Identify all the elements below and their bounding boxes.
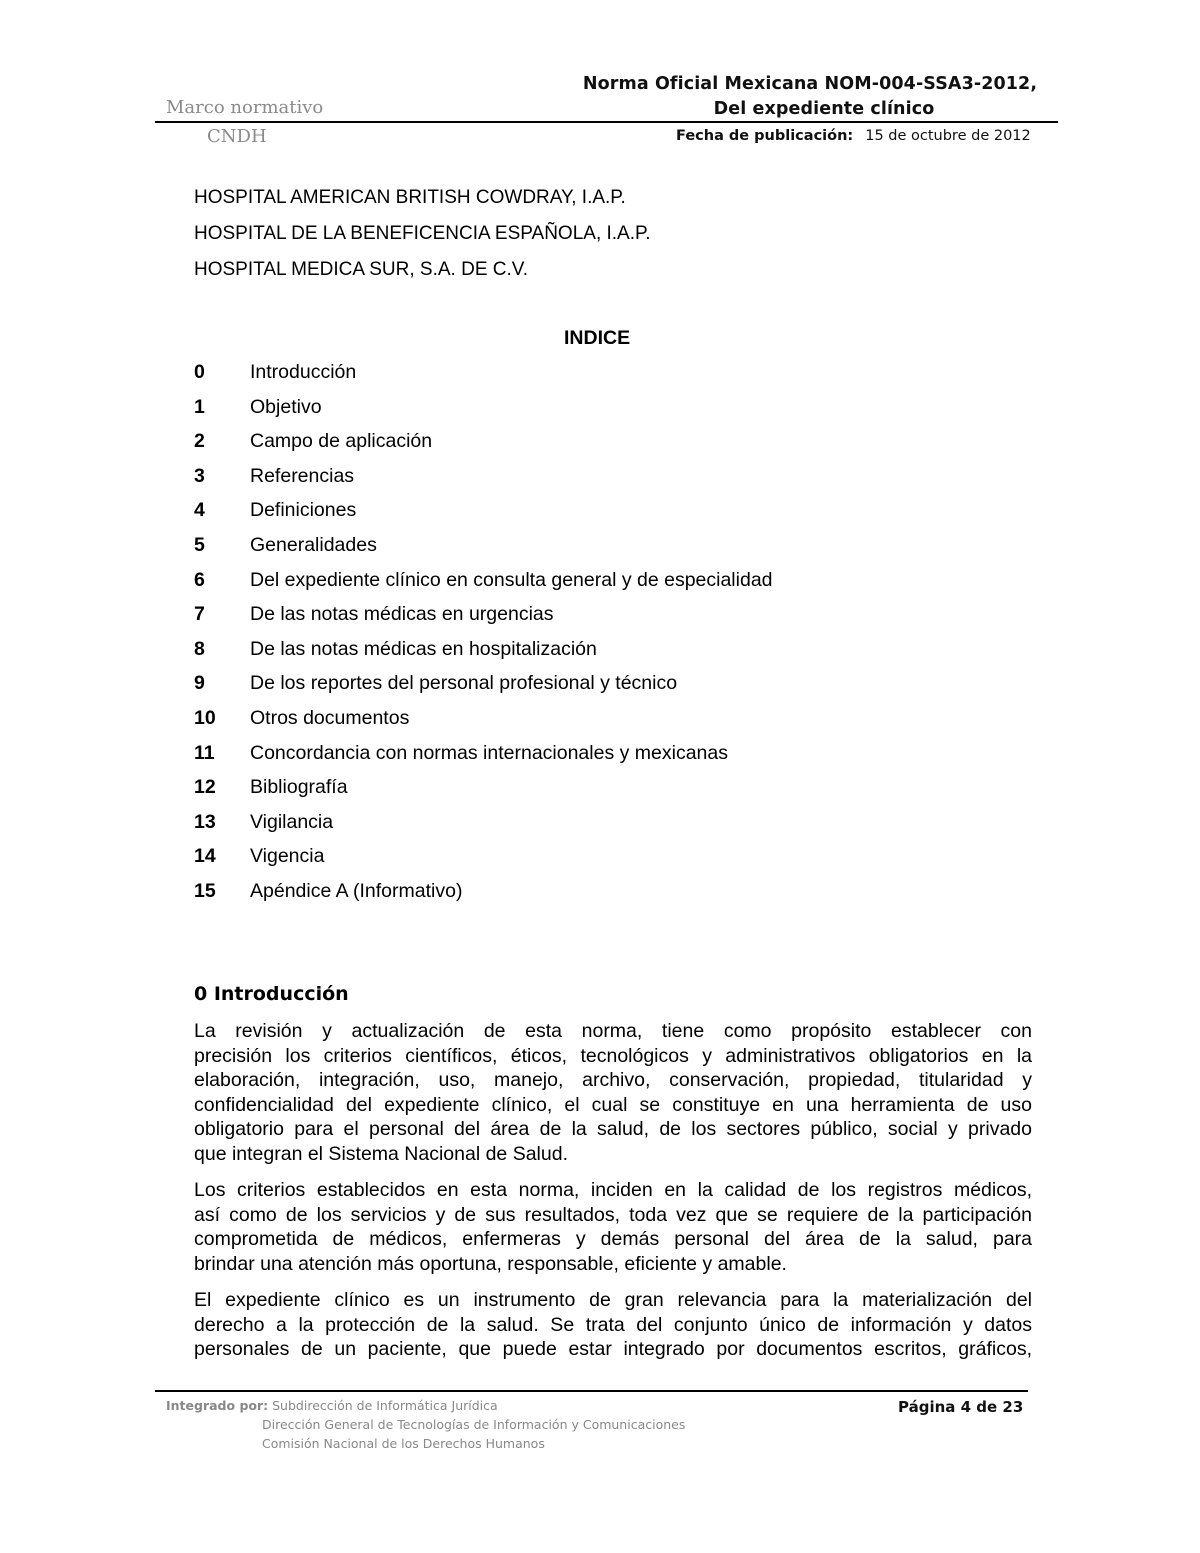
hospital-line: HOSPITAL MEDICA SUR, S.A. DE C.V.: [194, 259, 528, 280]
toc-number: 2: [194, 430, 205, 453]
paragraph-line: derecho a la protección de la salud. Se trata del conjunto único de información y datos: [194, 1313, 1032, 1336]
toc-number: 0: [194, 361, 205, 383]
paragraph: [194, 1178, 1032, 1276]
toc-number: 1: [194, 395, 205, 418]
toc-item: [194, 499, 773, 534]
header-org-label: CNDH: [207, 126, 267, 147]
paragraph: [194, 1019, 1032, 1167]
footer-divider: [155, 1390, 1028, 1392]
hospital-line: HOSPITAL DE LA BENEFICENCIA ESPAÑOLA, I.A.P.: [194, 223, 651, 244]
table-of-contents: [194, 361, 773, 915]
paragraph-line: confidencialidad del expediente clínico, el cual se constituye en una herramienta de uso: [194, 1093, 1032, 1116]
footer-line2: Dirección General de Tecnologías de Información y Comunicaciones: [262, 1417, 686, 1432]
paragraph: [194, 1288, 1032, 1362]
toc-label: Bibliografía: [250, 776, 348, 799]
paragraph-line: que integran el Sistema Nacional de Salud.: [194, 1142, 568, 1165]
section-heading: 0 Introducción: [194, 983, 349, 1005]
paragraph-line: obligatorio para el personal del área de la salud, de los sectores público, social y privado: [194, 1118, 1032, 1141]
toc-number: 13: [194, 810, 216, 833]
date-label: Fecha de publicación:: [676, 128, 854, 144]
header-divider: [155, 121, 1058, 123]
footer-line1: [166, 1398, 498, 1413]
paragraph-line: brindar una atención más oportuna, responsable, eficiente y amable.: [194, 1252, 787, 1275]
toc-label: Definiciones: [250, 499, 357, 522]
toc-item: [194, 638, 773, 673]
hospital-line: HOSPITAL AMERICAN BRITISH COWDRAY, I.A.P.: [194, 187, 626, 208]
toc-number: 3: [194, 464, 205, 487]
paragraph-line: Los criterios establecidos en esta norma, inciden en la calidad de los registros médicos,: [194, 1179, 1032, 1201]
toc-item: [194, 430, 773, 465]
toc-number: 12: [194, 776, 216, 799]
toc-label: Referencias: [250, 464, 355, 487]
toc-item: [194, 534, 773, 569]
toc-label: Generalidades: [250, 533, 377, 556]
toc-item: [194, 603, 773, 638]
toc-item: [194, 569, 773, 604]
footer-line3: Comisión Nacional de los Derechos Humanos: [262, 1436, 545, 1451]
toc-item: [194, 707, 773, 742]
toc-label: Objetivo: [250, 395, 322, 418]
toc-item: [194, 811, 773, 846]
paragraph-line: El expediente clínico es un instrumento de gran relevancia para la materialización del: [194, 1289, 1032, 1311]
toc-number: 11: [194, 741, 215, 764]
header-title-line2: Del expediente clínico: [713, 99, 935, 119]
toc-item: [194, 742, 773, 777]
toc-number: 14: [194, 845, 216, 868]
toc-number: 9: [194, 672, 205, 695]
toc-item: [194, 776, 773, 811]
paragraph-line: elaboración, integración, uso, manejo, archivo, conservación, propiedad, titularidad y: [194, 1069, 1032, 1092]
toc-number: 4: [194, 499, 205, 522]
header-left-label: Marco normativo: [166, 97, 324, 118]
toc-label: Otros documentos: [250, 706, 410, 729]
toc-item: [194, 396, 773, 431]
toc-number: 6: [194, 568, 205, 591]
toc-label: Campo de aplicación: [250, 430, 433, 453]
toc-label: De los reportes del personal profesional y técnico: [250, 672, 678, 695]
date-value: 15 de octubre de 2012: [865, 128, 1031, 144]
toc-number: 10: [194, 706, 216, 729]
toc-item: [194, 880, 773, 915]
header-title-line1: Norma Oficial Mexicana NOM-004-SSA3-2012,: [582, 74, 1038, 94]
toc-number: 5: [194, 533, 205, 556]
toc-label: Vigencia: [250, 845, 325, 868]
toc-number: 7: [194, 603, 205, 626]
toc-label: Del expediente clínico en consulta general y de especialidad: [250, 568, 773, 591]
paragraph-line: La revisión y actualización de esta norma, tiene como propósito establecer con: [194, 1020, 1032, 1042]
paragraph-line: personales de un paciente, que puede estar integrado por documentos escritos, gráficos,: [194, 1338, 1032, 1361]
header-publication-date: [676, 128, 1031, 144]
toc-label: Vigilancia: [250, 810, 334, 833]
toc-item: [194, 361, 773, 396]
toc-label: Introducción: [250, 361, 357, 383]
toc-item: [194, 465, 773, 500]
toc-item: [194, 845, 773, 880]
toc-item: [194, 672, 773, 707]
toc-number: 8: [194, 637, 205, 660]
toc-label: De las notas médicas en urgencias: [250, 603, 554, 626]
toc-number: 15: [194, 879, 216, 902]
paragraph-line: así como de los servicios y de sus resultados, toda vez que se requiere de la participación: [194, 1203, 1032, 1226]
toc-label: Apéndice A (Informativo): [250, 879, 463, 902]
page-number: Página 4 de 23: [898, 1398, 1024, 1416]
toc-label: De las notas médicas en hospitalización: [250, 637, 597, 660]
paragraph-line: comprometida de médicos, enfermeras y demás personal del área de la salud, para: [194, 1228, 1032, 1251]
footer-integrated-label: Integrado por:: [166, 1398, 269, 1413]
paragraph-line: precisión los criterios científicos, éticos, tecnológicos y administrativos obligatorios en la: [194, 1044, 1032, 1067]
footer-subdirection: Subdirección de Informática Jurídica: [272, 1398, 498, 1413]
index-title: INDICE: [564, 327, 631, 349]
toc-label: Concordancia con normas internacionales y mexicanas: [250, 741, 728, 764]
